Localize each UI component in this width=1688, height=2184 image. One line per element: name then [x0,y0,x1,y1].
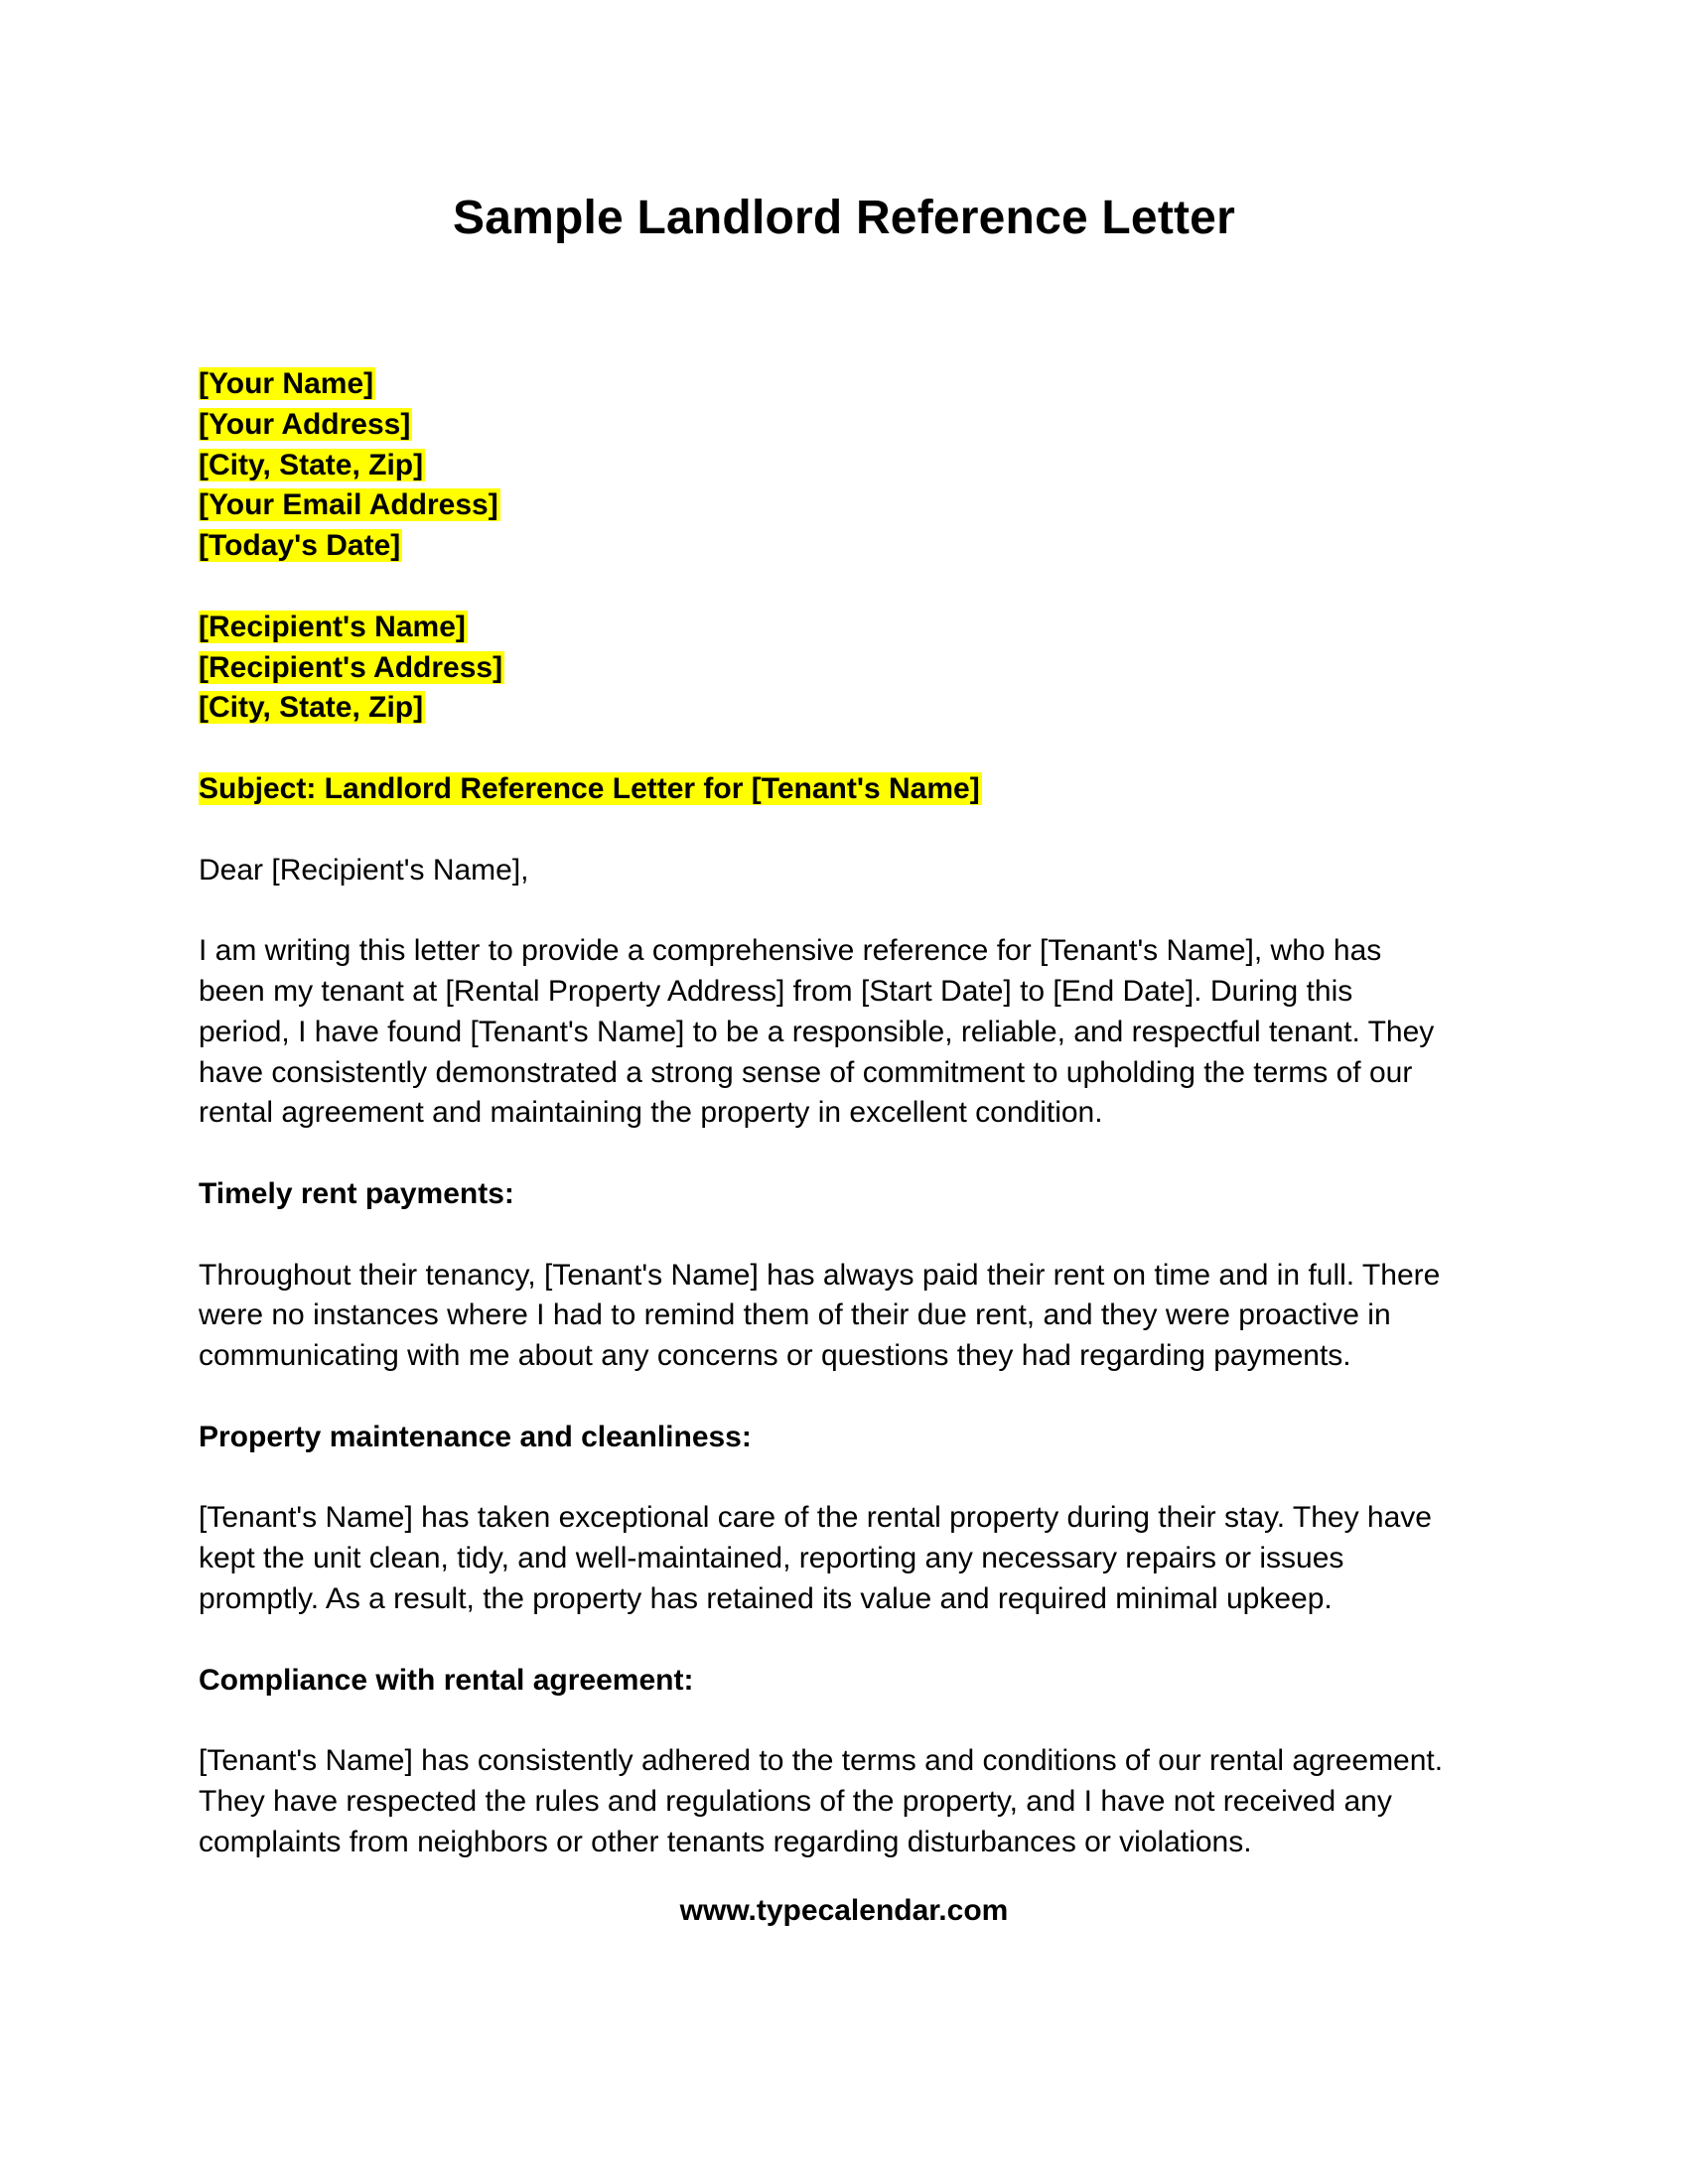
recipient-address: [Recipient's Address] [199,650,503,684]
section-heading-maintenance [199,1418,1499,1458]
section-paragraph-maintenance [199,1498,1499,1619]
section-heading-rent [199,1174,1499,1215]
sender-city-state-zip: [City, State, Zip] [199,448,424,481]
recipient-name: [Recipient's Name] [199,610,466,643]
section-heading: Property maintenance and cleanliness: [199,1420,752,1453]
recipient-line [199,688,1499,729]
subject-block [199,769,1499,810]
recipient-city-state-zip: [City, State, Zip] [199,691,424,725]
section-heading: Timely rent payments: [199,1176,514,1210]
sender-address-block [199,364,1499,567]
sender-address: [Your Address] [199,407,411,441]
paragraph-line: [Tenant's Name] has consistently adhered to the terms and conditions of our rental agreement. [199,1744,1444,1778]
subject-line: Subject: Landlord Reference Letter for [Tenant's Name] [199,771,980,805]
section-paragraph-compliance [199,1741,1499,1862]
paragraph-line: Throughout their tenancy, [Tenant's Name] has always paid their rent on time and in full. There [199,1258,1441,1292]
recipient-line [199,648,1499,689]
paragraph-line: communicating with me about any concerns or questions they had regarding payments. [199,1339,1351,1373]
intro-paragraph [199,931,1499,1134]
subject-line-wrapper [199,769,1499,810]
paragraph-line: period, I have found [Tenant's Name] to be a responsible, reliable, and respectful tenant. They [199,1015,1435,1048]
paragraph-line: kept the unit clean, tidy, and well-maintained, reporting any necessary repairs or issues [199,1542,1344,1575]
section-heading-compliance [199,1661,1499,1702]
paragraph-line: been my tenant at [Rental Property Address] from [Start Date] to [End Date]. During this [199,974,1353,1008]
salutation-block [199,851,1499,891]
sender-line [199,446,1499,486]
paragraph-line: rental agreement and maintaining the property in excellent condition. [199,1096,1103,1130]
sender-line [199,364,1499,405]
paragraph-line: have consistently demonstrated a strong sense of commitment to upholding the terms of our [199,1055,1413,1089]
letter-date: [Today's Date] [199,529,401,563]
page-title: Sample Landlord Reference Letter [453,192,1235,244]
section-heading: Compliance with rental agreement: [199,1663,694,1697]
footer-website: www.typecalendar.com [679,1894,1009,1927]
recipient-address-block [199,608,1499,729]
letter-body [199,364,1499,1903]
sender-email: [Your Email Address] [199,488,498,522]
sender-line [199,405,1499,446]
paragraph-line: They have respected the rules and regulations of the property, and I have not received any [199,1784,1392,1818]
paragraph-line: promptly. As a result, the property has retained its value and required minimal upkeep. [199,1581,1333,1615]
paragraph-line: [Tenant's Name] has taken exceptional care of the rental property during their stay. They have [199,1501,1432,1535]
sender-line [199,526,1499,567]
sender-name: [Your Name] [199,367,374,400]
section-paragraph-rent [199,1256,1499,1377]
recipient-line [199,608,1499,648]
paragraph-line: were no instances where I had to remind them of their due rent, and they were proactive in [199,1298,1391,1332]
paragraph-line: I am writing this letter to provide a comprehensive reference for [Tenant's Name], who has [199,934,1382,968]
paragraph-line: complaints from neighbors or other tenants regarding disturbances or violations. [199,1825,1252,1858]
sender-line [199,485,1499,526]
salutation: Dear [Recipient's Name], [199,853,529,887]
